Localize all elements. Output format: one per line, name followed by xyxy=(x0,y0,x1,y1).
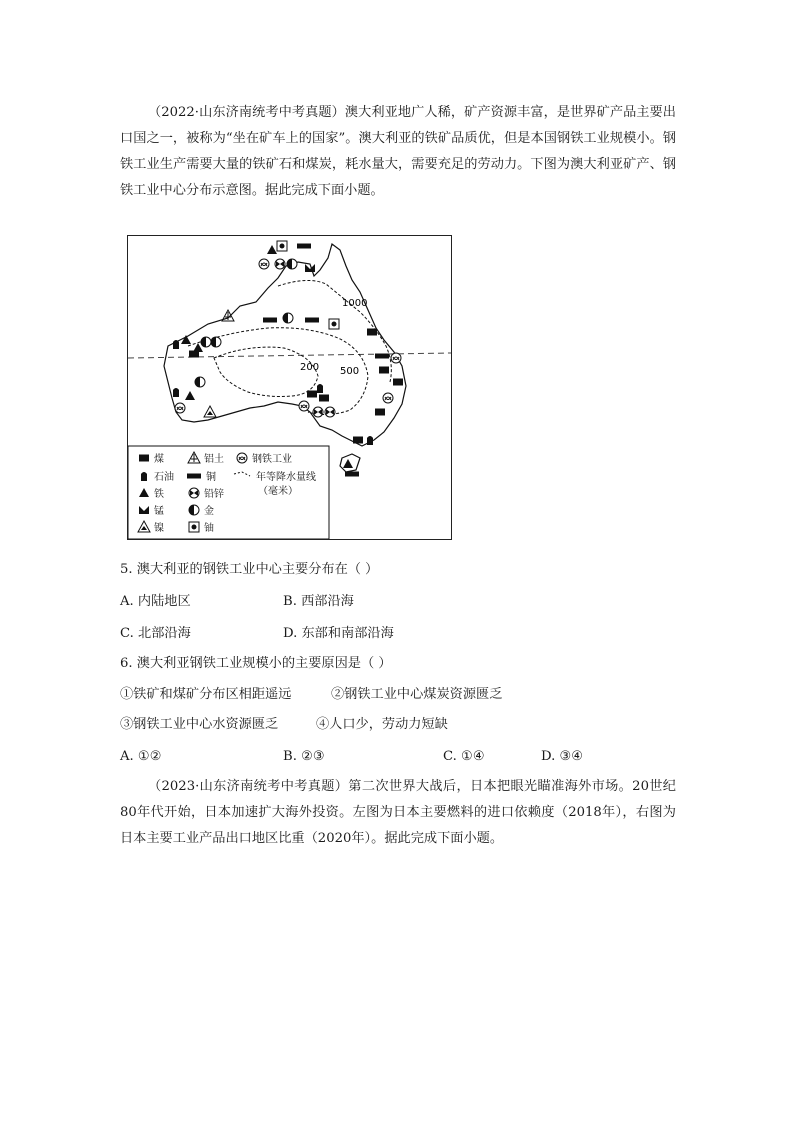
legend-coal: 煤 xyxy=(154,454,164,465)
passage-2: （2023·山东济南统考中考真题）第二次世界大战后，日本把眼光瞄准海外市场。20世纪80年代开始，日本加速扩大海外投资。左图为日本主要燃料的进口依赖度（2018年），右图为日本主要工业产品出口地区比重（2020年）。据此完成下面小题。 xyxy=(120,779,676,846)
legend-copper: 铜 xyxy=(206,472,216,483)
passage-1: （2022·山东济南统考中考真题）澳大利亚地广人稀，矿产资源丰富，是世界矿产品主要出口国之一，被称为“坐在矿车上的国家”。澳大利亚的铁矿品质优，但是本国钢铁工业规模小。钢铁工业生产需要大量的铁矿石和煤炭，耗水量大，需要充足的劳动力。下图为澳大利亚矿产、钢铁工业中心分布示意图。据此完成下面小题。 xyxy=(120,105,676,198)
australia-map xyxy=(127,235,452,540)
q5-option-d[interactable]: D. 东部和南部沿海 xyxy=(283,626,394,641)
isoline-label-1000: 1000 xyxy=(342,298,368,309)
isoline-label-200: 200 xyxy=(300,362,320,373)
legend-lead-zinc: 铅锌 xyxy=(204,489,224,500)
tropic-line xyxy=(128,353,451,358)
legend-steel: 钢铁工业 xyxy=(252,454,292,465)
legend-manganese: 锰 xyxy=(154,506,164,517)
q6-stem: 6. 澳大利亚钢铁工业规模小的主要原因是（ ） xyxy=(120,656,392,671)
q6-option-a[interactable]: A. ①② xyxy=(120,749,162,764)
legend-oil: 石油 xyxy=(154,472,174,483)
continent-outline xyxy=(164,244,406,446)
legend-iron: 铁 xyxy=(154,489,164,500)
legend-uranium: 铀 xyxy=(204,523,214,534)
legend-isohyet: 年等降水量线 xyxy=(256,472,316,483)
q5-option-c[interactable]: C. 北部沿海 xyxy=(120,626,191,641)
q6-statement-4: ④人口少，劳动力短缺 xyxy=(316,717,448,732)
q5-option-a[interactable]: A. 内陆地区 xyxy=(120,594,191,609)
q6-statement-3: ③钢铁工业中心水资源匮乏 xyxy=(120,717,279,732)
legend-bauxite: 铝土 xyxy=(204,454,224,465)
q6-option-c[interactable]: C. ①④ xyxy=(443,749,485,764)
q6-statement-2: ②钢铁工业中心煤炭资源匮乏 xyxy=(331,687,503,702)
q6-option-d[interactable]: D. ③④ xyxy=(541,749,584,764)
legend-nickel: 镍 xyxy=(154,523,164,534)
q5-option-b[interactable]: B. 西部沿海 xyxy=(283,594,354,609)
q5-stem: 5. 澳大利亚的钢铁工业中心主要分布在（ ） xyxy=(120,562,379,577)
legend-isohyet-unit: （毫米） xyxy=(258,486,298,497)
q6-option-b[interactable]: B. ②③ xyxy=(283,749,325,764)
isoline-label-500: 500 xyxy=(340,366,360,377)
legend-gold: 金 xyxy=(204,506,214,517)
q6-statement-1: ①铁矿和煤矿分布区相距遥远 xyxy=(120,687,292,702)
